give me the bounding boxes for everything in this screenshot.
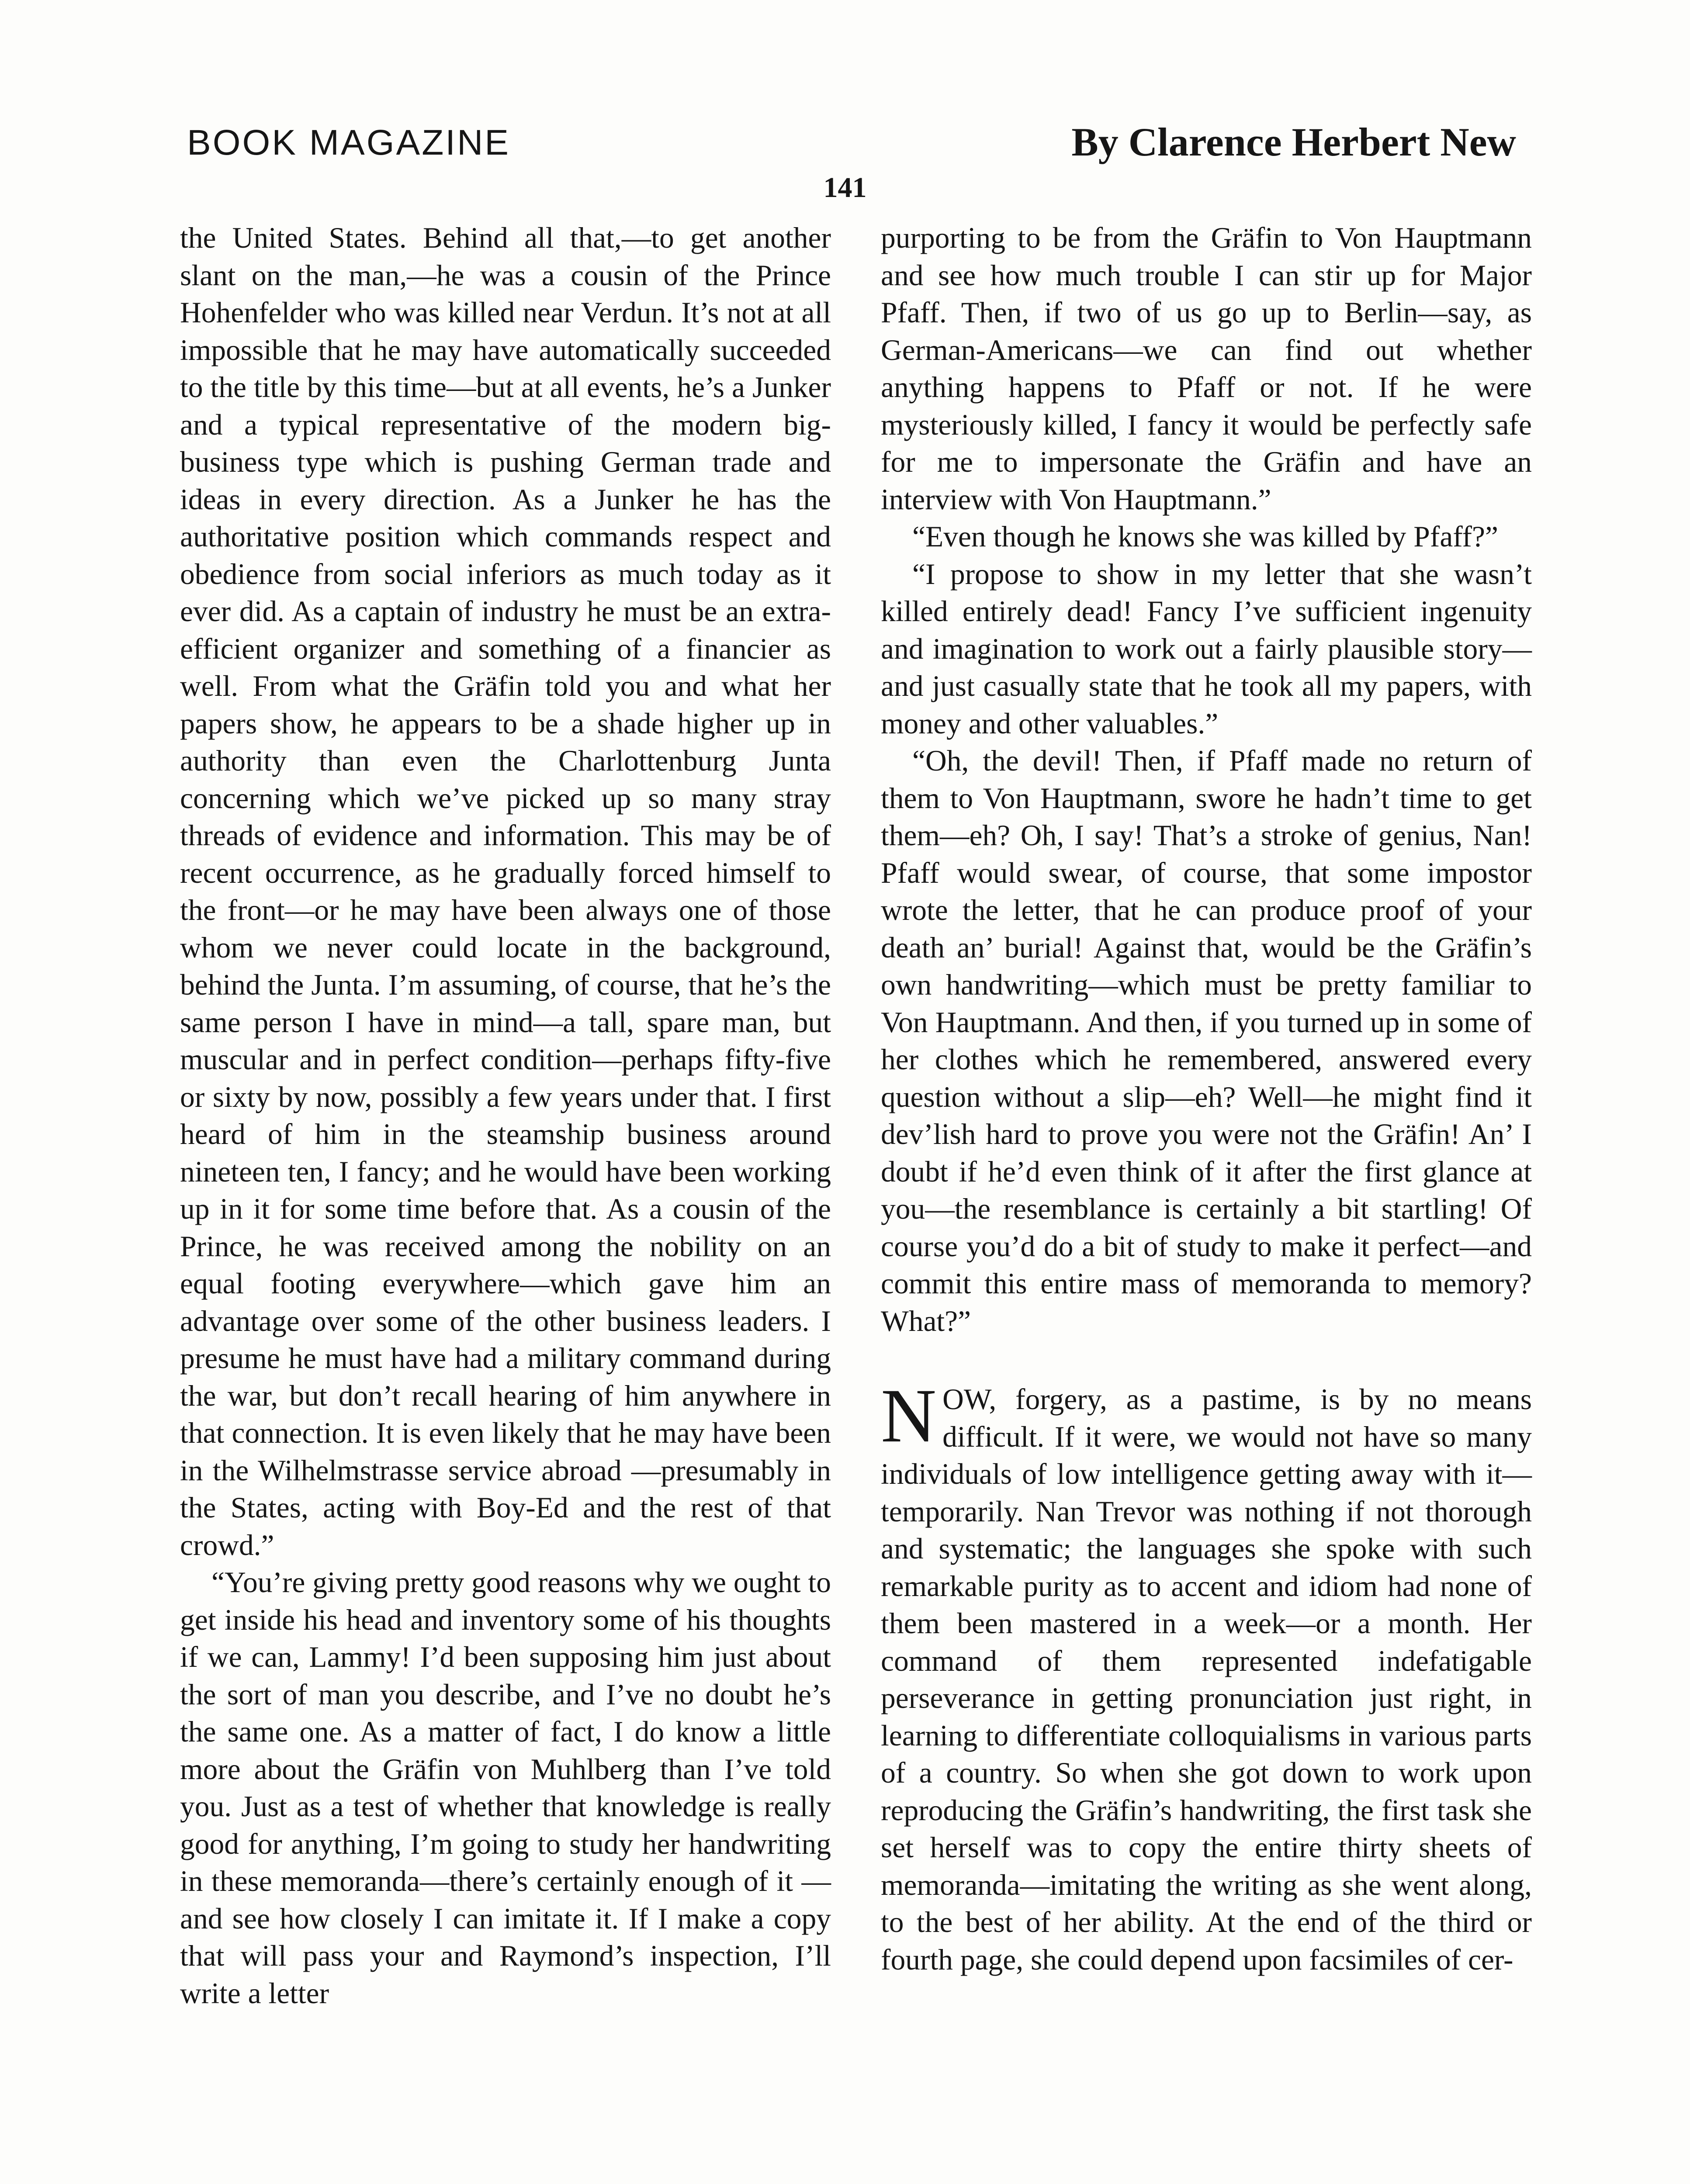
paragraph: purporting to be from the Gräfin to Von Hauptmann and see how much trouble I can stir up for Major Pfaff. Then, if two of us go up to Berlin—say, as German-Americans—we can find out whether anything happens to Pfaff or not. If he were mysteriously killed, I fancy it would be perfectly safe for me to impersonate the Gräfin and have an interview with Von Hauptmann.” xyxy=(881,221,1532,516)
section-text: OW, forgery, as a pastime, is by no means difficult. If it were, we would not have so many individuals of low intelligence getting away with it—temporarily. Nan Trevor was nothing if not thorough and systematic; the languages she spoke with such remarkable purity as to accent and idiom had none of them been mastered in a week—or a month. Her command of them represented indefatigable perseverance in getting pronunciation just right, in learning to differentiate colloquialisms in various parts of a country. So when she got down to work upon reproducing the Gräfin’s handwriting, the first task she set herself was to copy the entire thirty sheets of memoranda—imitating the writing as she went along, to the best of her ability. At the end of the third or fourth page, she could depend upon facsimiles of cer- xyxy=(881,1383,1532,1976)
paragraph: “Even though he knows she was killed by Pfaff?” xyxy=(912,520,1498,553)
author-byline: By Clarence Herbert New xyxy=(1071,120,1516,164)
paragraph: “Oh, the devil! Then, if Pfaff made no return of them to Von Hauptmann, swore he hadn’t time to get them—eh? Oh, I say! That’s a stroke of genius, Nan! Pfaff would swear, of course, that some impostor wrote the letter, that he can produce proof of your death an’ burial! Against that, would be the Gräfin’s own handwriting—which must be pretty familiar to Von Hauptmann. And then, if you turned up in some of her clothes which he remembered, answered every question without a slip—eh? Well—he might find it dev’lish hard to prove you were not the Gräfin! An’ I doubt if he’d even think of it after the first glance at you—the resemblance is certainly a bit startling! Of course you’d do a bit of study to make it perfect—and commit this entire mass of memoranda to memory? What?” xyxy=(881,744,1532,1337)
paragraph: the United States. Behind all that,—to get another slant on the man,—he was a cousin of the Prince Hohenfelder who was killed near Verdun. It’s not at all impossible that he may have automatically succeeded to the title by this time—but at all events, he’s a Junker and a typical representative of the modern big-business type which is pushing German trade and ideas in every direction. As a Junker he has the authoritative position which commands respect and obedience from social inferiors as much today as it ever did. As a captain of industry he must be an extra-efficient organizer and something of a financier as well. From what the Gräfin told you and what her papers show, he appears to be a shade higher up in authority than even the Charlottenburg Junta concerning which we’ve picked up so many stray threads of evidence and information. This may be of recent occurrence, as he gradually forced himself to the front—or he may have been always one of those whom we never could locate in the background, behind the Junta. I’m assuming, of course, that he’s the same person I have in mind—a tall, spare man, but muscular and in perfect condition—perhaps fifty-five or sixty by now, possibly a few years under that. I first heard of him in the steamship business around nineteen ten, I fancy; and he would have been working up in it for some time before that. As a cousin of the Prince, he was received among the nobility on an equal footing everywhere—which gave him an advantage over some of the other business leaders. I presume he must have had a military command during the war, but don’t recall hearing of him anywhere in that connection. It is even likely that he may have been in the Wilhelmstrasse service abroad —presumably in the States, acting with Boy-Ed and the rest of that crowd.” xyxy=(180,221,831,1562)
drop-cap: N xyxy=(881,1373,937,1458)
page-number: 141 xyxy=(823,172,867,204)
right-column xyxy=(881,219,1532,1978)
paragraph: “I propose to show in my letter that she wasn’t killed entirely dead! Fancy I’ve sufficient ingenuity and imagination to work out a fairly plausible story—and just casually state that he took all my papers, with money and other valuables.” xyxy=(881,557,1532,740)
magazine-title: BOOK MAGAZINE xyxy=(187,123,510,162)
paragraph: “You’re giving pretty good reasons why we ought to get inside his head and inventory some of his thoughts if we can, Lammy! I’d been supposing him just about the sort of man you describe, and I’ve no doubt he’s the same one. As a matter of fact, I do know a little more about the Gräfin von Muhlberg than I’ve told you. Just as a test of whether that knowledge is really good for anything, I’m going to study her handwriting in these memoranda—there’s certainly enough of it —and see how closely I can imitate it. If I make a copy that will pass your and Raymond’s inspection, I’ll write a letter xyxy=(180,1566,831,2010)
section-paragraph xyxy=(881,1373,1532,1978)
left-column xyxy=(180,219,831,2012)
